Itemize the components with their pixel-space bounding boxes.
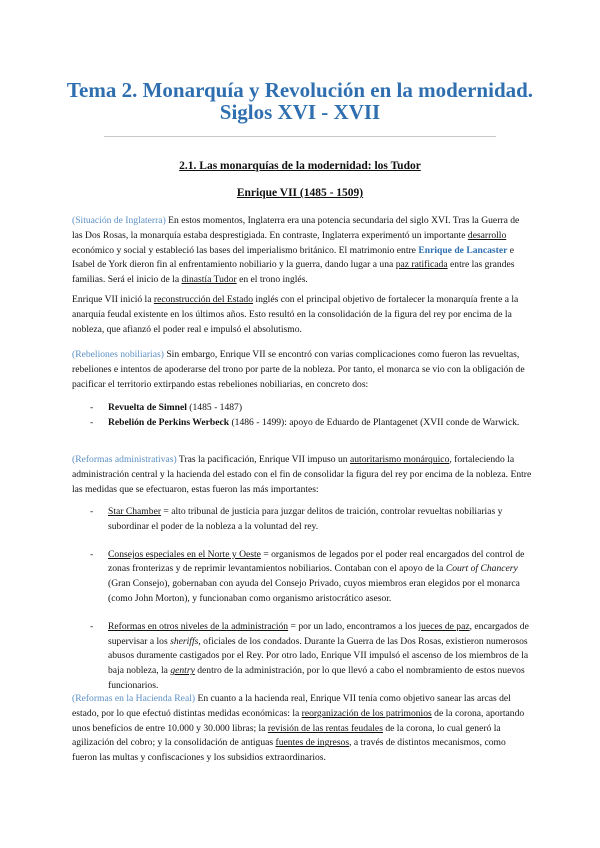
title-divider (104, 136, 496, 137)
list-item: - Consejos especiales en el Norte y Oeste = organismos de legados por el poder real encargados del control de zonas fronterizas y de reprimir levantamientos nobiliarios. Contaban con el apoyo de la Court of Chancery (Gran Consejo), gobernaban con ayuda del Consejo Privado, cuyos miembros eran elegidos por el monarca (como John Morton), y funcionaban como organismo aristocrático asesor. (90, 548, 532, 607)
paragraph-tag: (Reformas en la Hacienda Real) (72, 693, 196, 704)
paragraph-situacion: (Situación de Inglaterra) En estos momentos, Inglaterra era una potencia secundaria del siglo XVI. Tras la Guerra de las Dos Rosas, la monarquía estaba desprestigiada. En contraste, Inglaterra experimentó un importante desarrollo económico y social y estableció las bases del imperialismo británico. El matrimonio entre Enrique de Lancaster e Isabel de York dieron fin al enfrentamiento nobiliario y la guerra, dando lugar a una paz ratificada entre las grandes familias. Será el inicio de la dinastía Tudor en el trono inglés. (72, 215, 520, 286)
highlighted-name: Enrique de Lancaster (418, 244, 508, 256)
list-item: - Reformas en otros niveles de la administración = por un lado, encontramos a los jueces de paz, encargados de supervisar a los sheriffs, oficiales de los condados. Durante la Guerra de las Dos Rosas, existieron numerosos abusos duramente castigados por el Rey. Por otro lado, Enrique VII impulsó el ascenso de los miembros de la baja nobleza, la gentry dentro de la administración, por lo que llevó a cabo el nombramiento de estos nuevos funcionarios. (90, 620, 532, 694)
paragraph-reconstruccion: Enrique VII inició la reconstrucción del Estado inglés con el principal objetivo de fortalecer la monarquía frente a la anarquía feudal existente en los últimos años. Esto resultó en la consolidación de la figura del rey por encima de la nobleza, que afianzó el poder real e impulsó el absolutismo. (72, 294, 519, 335)
paragraph-rebeliones: (Rebeliones nobiliarias) Sin embargo, Enrique VII se encontró con varias complicaciones como fueron las revueltas, rebeliones e intentos de apoderarse del trono por parte de la nobleza. Por tanto, el monarca se vio con la obligación de pacificar el territorio extirpando estas rebeliones nobiliarias, en concreto dos: (72, 349, 525, 390)
reforms-list (90, 505, 532, 707)
paragraph-hacienda: (Reformas en la Hacienda Real) En cuanto a la hacienda real, Enrique VII tenía como objetivo sanear las arcas del estado, por lo que efectuó distintas medidas económicas: la reorganización de los patrimonios de la corona, aportando unos beneficios de entre 10.000 y 30.000 libras; la revisión de las rentas feudales de la corona, lo cual generó la agilización del cobro; y la consolidación de antiguas fuentes de ingresos, a través de distintos mecanismos, como fueron las multas y confiscaciones y los subsidios extraordinarios. (72, 693, 525, 764)
document-title-line1: Tema 2. Monarquía y Revolución en la modernidad. (66, 78, 534, 102)
list-item: - Star Chamber = alto tribunal de justicia para juzgar delitos de traición, controlar revueltas nobiliarias y subordinar el poder de la nobleza a la voluntad del rey. (90, 505, 532, 535)
list-item: - Revuelta de Simnel (1485 - 1487) (90, 401, 532, 416)
paragraph-tag: (Reformas administrativas) (72, 454, 177, 465)
king-heading: Enrique VII (1485 - 1509) (236, 187, 364, 199)
rebellions-list (90, 401, 532, 431)
paragraph-tag: (Rebeliones nobiliarias) (72, 349, 164, 360)
list-item: - Rebelión de Perkins Werbeck (1486 - 1499): apoyo de Eduardo de Plantagenet (XVII conde de Warwick. (90, 416, 532, 431)
paragraph-tag: (Situación de Inglaterra) (72, 215, 166, 226)
document-title-line2: Siglos XVI - XVII (219, 100, 381, 124)
section-heading: 2.1. Las monarquías de la modernidad: los Tudor (179, 160, 421, 172)
paragraph-reformas-administrativas: (Reformas administrativas) Tras la pacificación, Enrique VII impuso un autoritarismo monárquico, fortaleciendo la administración central y la hacienda del estado con el fin de consolidar la figura del rey por encima de la nobleza. Entre las medidas que se efectuaron, estas fueron las más importantes: (72, 454, 532, 495)
